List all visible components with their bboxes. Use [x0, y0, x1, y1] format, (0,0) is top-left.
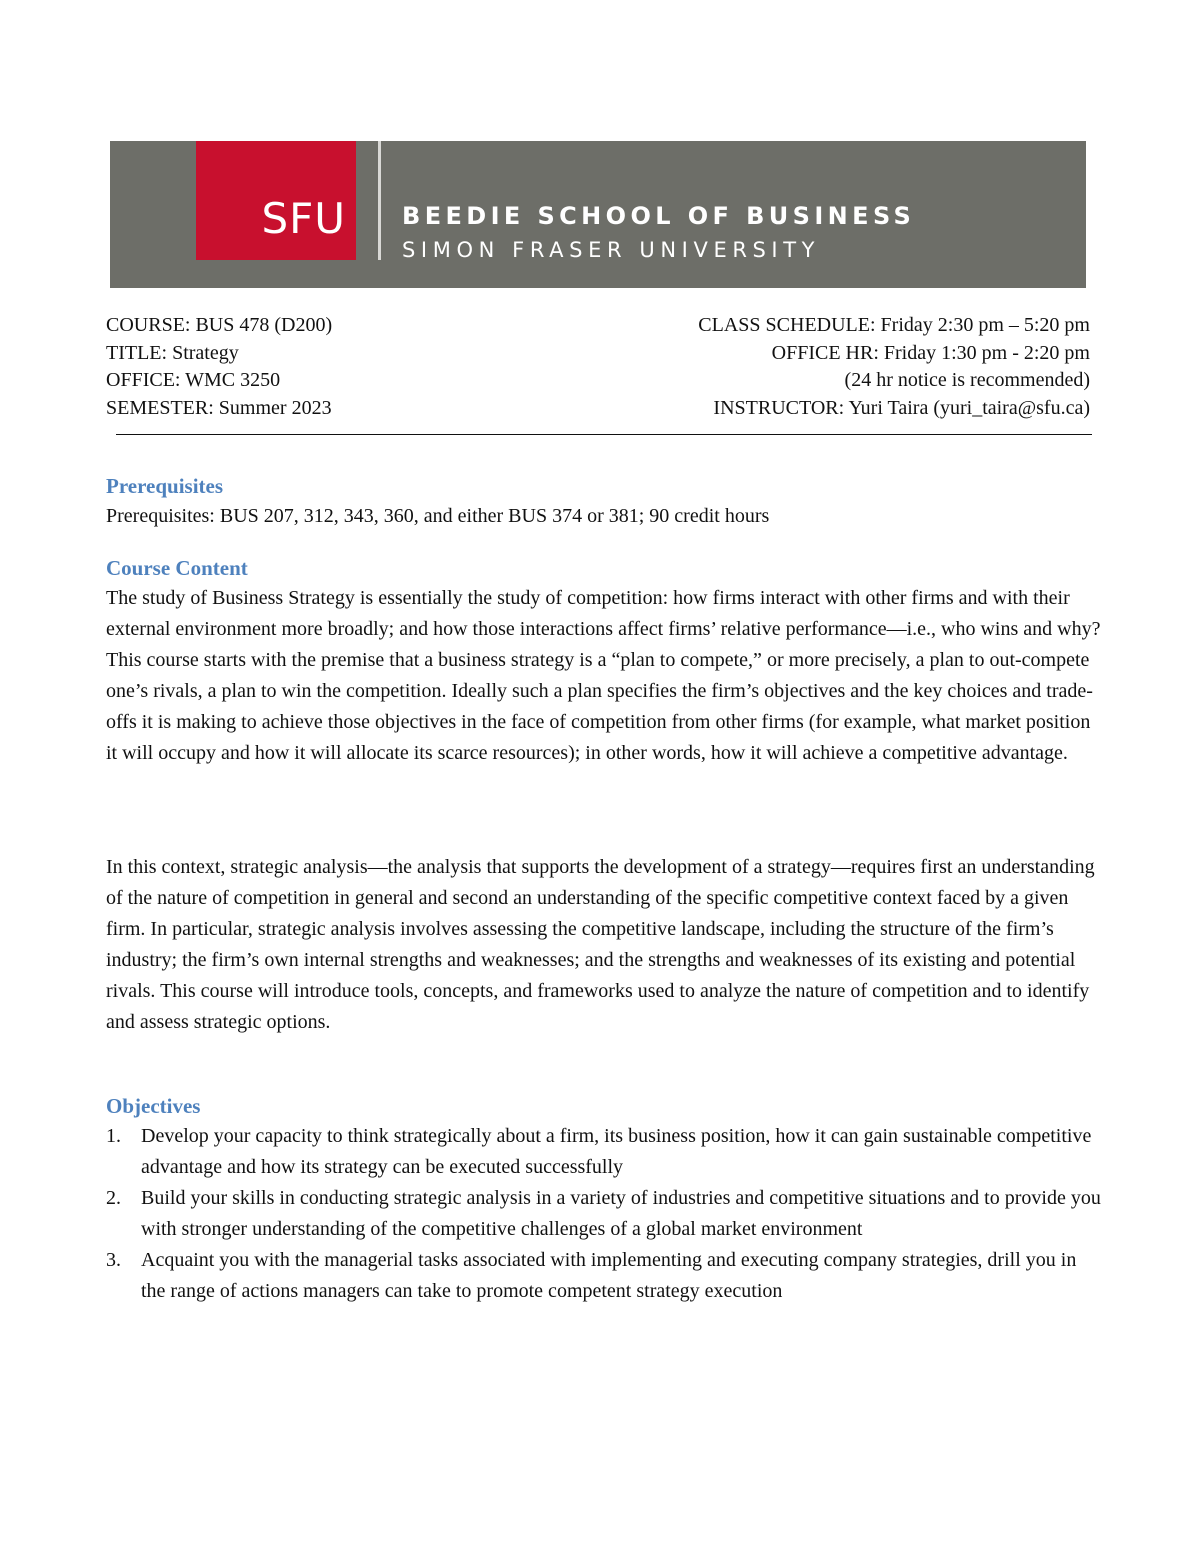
- header-rule: [116, 434, 1092, 435]
- course-content-heading: Course Content: [106, 556, 248, 580]
- instructor: INSTRUCTOR: Yuri Taira (yuri_taira@sfu.ca): [713, 396, 1090, 419]
- list-item-number: 3.: [106, 1249, 121, 1271]
- office-hours: OFFICE HR: Friday 1:30 pm - 2:20 pm: [771, 341, 1090, 364]
- course-content-paragraph-1: The study of Business Strategy is essentially the study of competition: how firms interact with other firms and with their external environment more broadly; and how those interactions affect firms’ relative performance—i.e., who wins and why? This course starts with the premise that a business strategy is a “plan to compete,” or more precisely, a plan to out-compete one’s rivals, a plan to win the competition. Ideally such a plan specifies the firm’s objectives and the key choices and trade-offs it is making to achieve those objectives in the face of competition from other firms (for example, what market position it will occupy and how it will allocate its scarce resources); in other words, how it will achieve a competitive advantage.: [106, 587, 1101, 764]
- list-item-text: Acquaint you with the managerial tasks associated with implementing and executing company strategies, drill you in the range of actions managers can take to promote competent strategy execution: [141, 1249, 1077, 1302]
- office: OFFICE: WMC 3250: [106, 369, 281, 391]
- course-title: TITLE: Strategy: [106, 341, 239, 364]
- list-item: [106, 1245, 1101, 1307]
- office-hours-note: (24 hr notice is recommended): [844, 369, 1090, 391]
- objectives-list: [106, 1121, 1101, 1307]
- course-content-paragraph-2: In this context, strategic analysis—the analysis that supports the development of a strategy—requires first an understanding of the nature of competition in general and second an understanding of the specific competitive context faced by a given firm. In particular, strategic analysis involves assessing the competitive landscape, including the structure of the firm’s industry; the firm’s own internal strengths and weaknesses; and the strengths and weaknesses of its existing and potential rivals. This course will introduce tools, concepts, and frameworks used to analyze the nature of competition and to identify and assess strategic options.: [106, 856, 1095, 1033]
- list-item-text: Develop your capacity to think strategically about a firm, its business position, how it can gain sustainable competitive advantage and how its strategy can be executed successfully: [141, 1125, 1092, 1178]
- course-info-right: [698, 312, 1090, 422]
- class-schedule: CLASS SCHEDULE: Friday 2:30 pm – 5:20 pm: [698, 314, 1090, 336]
- prerequisites-text: Prerequisites: BUS 207, 312, 343, 360, and either BUS 374 or 381; 90 credit hours: [106, 505, 770, 527]
- sfu-logo: [196, 141, 356, 260]
- list-item: [106, 1121, 1101, 1183]
- prerequisites-heading: Prerequisites: [106, 474, 224, 498]
- sfu-logo-text: SFU: [261, 194, 346, 243]
- list-item-text: Build your skills in conducting strategic analysis in a variety of industries and competitive situations and to provide you with stronger understanding of the competitive challenges of a global market environment: [141, 1187, 1101, 1240]
- objectives-heading: Objectives: [106, 1094, 201, 1118]
- list-item: [106, 1183, 1101, 1245]
- header-banner: [110, 141, 1086, 288]
- semester: SEMESTER: Summer 2023: [106, 396, 332, 419]
- course-code: COURSE: BUS 478 (D200): [106, 314, 333, 336]
- course-info-left: [106, 312, 332, 422]
- school-name: BEEDIE SCHOOL OF BUSINESS: [402, 202, 916, 230]
- list-item-number: 2.: [106, 1187, 121, 1209]
- list-item-number: 1.: [106, 1125, 121, 1147]
- university-name: SIMON FRASER UNIVERSITY: [402, 238, 821, 262]
- banner-divider: [378, 141, 381, 260]
